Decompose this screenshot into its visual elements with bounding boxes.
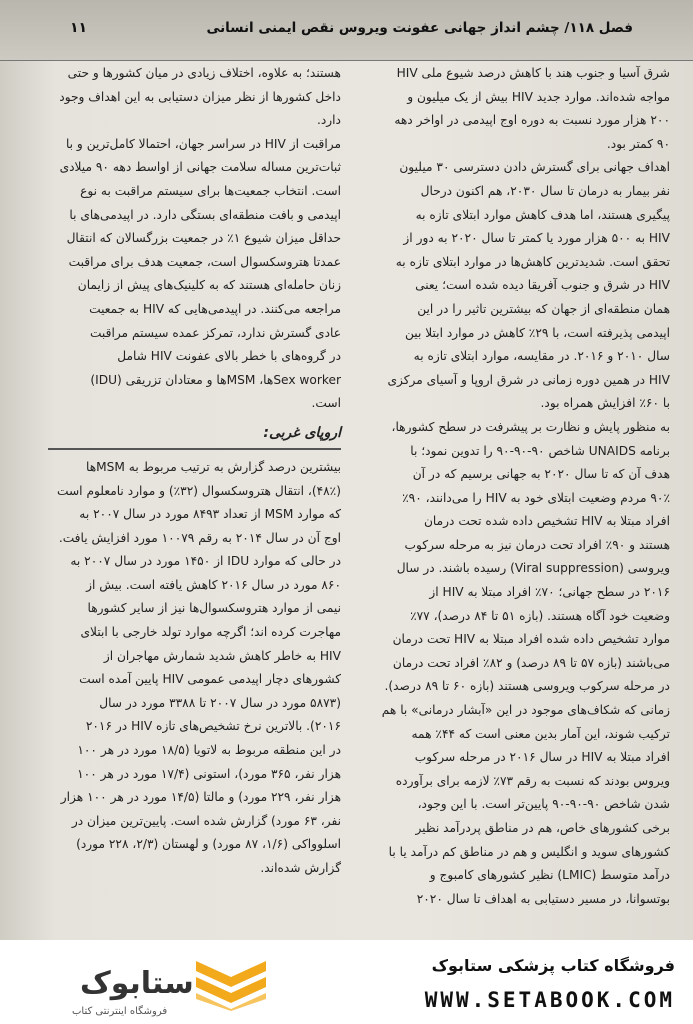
page-number: ۱۱: [70, 20, 88, 36]
text-line: (۴۸٪)، انتقال هتروسکسوال (۳۲٪) و موارد نامعلوم است: [57, 483, 341, 498]
text-line: HIV در همین دوره زمانی در شرق اروپا و آسیای مرکزی: [387, 372, 670, 387]
logo-subtitle: فروشگاه اینترنتی کتاب: [72, 1006, 168, 1017]
text-line: ۲۰۱۶). بالاترین نرخ تشخیص‌های تازه HIV در ۲۰۱۶: [85, 719, 341, 734]
text-line: هزار نفر، ۳۶۵ مورد)، استونی (۱۷/۴ مورد در هر ۱۰۰: [77, 766, 341, 781]
logo-wordmark: ستابوک: [80, 966, 194, 1001]
text-line: مهاجرت کرده اند؛ اگرچه موارد تولد خارجی با ابتلای: [80, 625, 341, 640]
text-line: ۹۰ کمتر بود.: [606, 136, 670, 151]
text-line: اپیدمی پذیرفته است، با ۲۹٪ کاهش در موارد ابتلا بین: [405, 325, 670, 340]
text-line: است. انتخاب جمعیت‌ها برای سیستم مراقبت به نوع: [80, 183, 341, 198]
text-line: وضعیت خود آگاه هستند. (بازه ۵۱ تا ۸۴ درصد)، ۷۷٪: [410, 608, 670, 623]
text-line: بیشترین درصد گزارش به ترتیب مربوط به MSMها: [85, 459, 341, 474]
store-logo[interactable]: [28, 950, 194, 1017]
text-line: کشورهای سوید و انگلیس و هم در مناطق کم درآمد یا با: [388, 844, 670, 859]
text-line: ۹۰٪ مردم وضعیت ابتلای خود به HIV را می‌دانند، ۹۰٪: [402, 490, 670, 505]
text-line: هستند و ۹۰٪ افراد تحت درمان نیز به مرحله سرکوب: [404, 537, 670, 552]
text-line: سال ۲۰۱۰ و ۲۰۱۶. در مقایسه، موارد ابتلای تازه به: [413, 349, 670, 364]
text-line: بوتسوانا، در مسیر دستیابی به اهداف تا سال ۲۰۲۰: [416, 891, 670, 906]
chapter-title: فصل ۱۱۸/ چشم انداز جهانی عفونت ویروس نقص ایمنی انسانی: [206, 20, 633, 36]
left-column: [48, 62, 341, 881]
text-line: پیگیری هستند، اما هدف کاهش موارد ابتلای تازه به: [415, 207, 670, 222]
text-line: هزار نفر، ۲۲۹ مورد) و مالتا (۱۴/۵ مورد در هر ۱۰۰ هزار: [60, 790, 341, 805]
text-line: نفر، ۶۳ مورد) گزارش شده است. پایین‌ترین میزان در: [71, 813, 341, 828]
text-line: در گروه‌های با خطر بالای عفونت HIV شامل: [117, 349, 341, 364]
store-url-link[interactable]: WWW.SETABOOK.COM: [424, 988, 675, 1012]
right-column: [352, 62, 670, 911]
text-line: اهداف جهانی برای گسترش دادن دسترسی ۳۰ میلیون: [399, 160, 670, 175]
text-line: که موارد MSM از تعداد ۸۴۹۳ مورد در سال ۲۰۰۷ به: [79, 507, 341, 522]
left-column-section-body: [48, 456, 341, 881]
text-line: مراجعه می‌کنند. در اپیدمی‌هایی که HIV به جمعیت: [89, 301, 341, 316]
text-line: برنامه UNAIDS شاخص ۹۰-۹۰-۹۰ را تدوین نمود؛ با: [410, 443, 670, 458]
text-line: با ۶۰٪ افزایش همراه بود.: [540, 396, 670, 411]
text-line: افراد مبتلا به HIV تشخیص داده شده تحت درمان: [423, 514, 670, 529]
store-footer: [0, 940, 693, 1024]
text-line: مواجه شده‌اند. موارد جدید HIV بیش از یک میلیون و: [407, 89, 670, 104]
text-line: درآمد متوسط (LMIC) نظیر کشورهای کامبوج و: [429, 868, 670, 883]
text-line: زمانی که شکاف‌های موجود در این «آبشار درمانی» با هم: [381, 703, 670, 718]
text-line: ویروسی (Viral suppression) رسیده باشند. در سال: [396, 561, 670, 576]
text-line: در حالی که موارد IDU از ۱۴۵۰ مورد در سال ۲۰۰۷ به: [70, 554, 341, 569]
text-line: دارد.: [316, 113, 341, 128]
text-line: ۲۰۰ هزار مورد نسبت به دوره اوج اپیدمی در اواخر دهه: [394, 113, 670, 128]
text-line: نیمی از موارد هتروسکسوال‌ها نیز از سایر کشورها: [87, 601, 341, 616]
text-line: اپیدمی و بافت منطقه‌ای بستگی دارد. در اپیدمی‌های با: [69, 207, 341, 222]
text-line: زنان حامله‌ای هستند که به کلینیک‌های پیش از زایمان: [77, 278, 341, 293]
text-line: گزارش شده‌اند.: [260, 861, 341, 875]
text-line: شدن شاخص ۹۰-۹۰-۹۰ پایین‌تر است. با این وجود،: [417, 797, 670, 812]
text-line: Sex workerها، MSMها و معتادان تزریقی (IDU): [90, 372, 341, 387]
text-line: هدف آن که تا سال ۲۰۲۰ به جهانی برسیم که در آن: [412, 467, 670, 482]
store-name: فروشگاه کتاب پزشکی ستابوک: [431, 956, 675, 975]
text-line: HIV به خاطر کاهش شدید شمارش مهاجران از: [103, 648, 341, 663]
page-header: [0, 0, 693, 61]
text-line: داخل کشورها از نظر میزان دستیابی به این اهداف وجود: [59, 89, 341, 104]
text-line: (۵۸۷۳ مورد در سال ۲۰۰۷ تا ۳۳۸۸ مورد در سال: [99, 695, 341, 710]
text-line: نفر بیمار به درمان تا سال ۲۰۳۰، هم اکنون درحال: [420, 183, 670, 198]
text-line: ترکیب شوند، این آمار بدین معنی است که ۴۴٪ همه: [411, 726, 670, 741]
text-line: است.: [311, 396, 341, 411]
left-column-intro: [48, 62, 341, 416]
text-line: ثبات‌ترین مساله سلامت جهانی از اواسط دهه ۹۰ میلادی: [59, 160, 341, 175]
text-line: تحقق است. شدیدترین کاهش‌ها در موارد ابتلای تازه به: [395, 254, 670, 269]
text-line: HIV در شرق و جنوب آفریقا دیده شده است؛ یعنی: [415, 278, 670, 293]
chevron-stack-icon: [196, 955, 266, 1011]
text-line: هستند؛ به علاوه، اختلاف زیادی در میان کشورها و حتی: [67, 66, 341, 80]
text-line: موارد تشخیص داده شده افراد مبتلا به HIV تحت درمان: [392, 632, 670, 647]
section-heading: اروپای غربی:: [263, 424, 341, 441]
text-line: افراد مبتلا به HIV در سال ۲۰۱۶ در مرحله سرکوب: [414, 750, 670, 765]
text-line: به منظور پایش و نظارت بر پیشرفت در سطح کشورها،: [391, 419, 670, 434]
text-line: همان منطقه‌ای از جهان که بیشترین تاثیر را در این: [417, 301, 670, 316]
text-line: حداقل میزان شیوع ۱٪ در جمعیت بزرگسالان که انتقال: [66, 231, 341, 246]
text-line: مراقبت از HIV در سراسر جهان، احتمالا کامل‌ترین و با: [65, 136, 341, 151]
text-line: ۲۰۱۶ در سطح جهانی؛ ۷۰٪ افراد مبتلا به HIV از: [429, 585, 670, 600]
text-line: اوج آن در سال ۲۰۱۴ به رقم ۱۰۰۷۹ مورد افزایش یافت.: [58, 530, 341, 545]
text-line: در مرحله سرکوب ویروسی هستند (بازه ۶۰ تا ۸۹ درصد).: [384, 679, 670, 694]
text-line: در این منطقه مربوط به لاتویا (۱۸/۵ مورد در هر ۱۰۰: [77, 743, 341, 758]
text-line: برخی کشورهای خاص، هم در مناطق پردرآمد نظیر: [415, 821, 670, 835]
text-line: می‌باشند (بازه ۵۷ تا ۸۹ درصد) و ۸۲٪ افراد تحت درمان: [392, 655, 670, 670]
text-line: کشورهای دچار اپیدمی عمومی HIV پایین آمده است: [79, 672, 341, 687]
text-line: ۸۶۰ مورد در سال ۲۰۱۶ کاهش یافته است. بیش از: [86, 577, 341, 592]
text-line: HIV به ۵۰۰ هزار مورد یا کمتر تا سال ۲۰۲۰ به دور از: [403, 231, 670, 246]
text-line: اسلوواکی (۱/۶، ۸۷ مورد) و لهستان (۲/۳، ۲۲۸ مورد): [76, 837, 341, 852]
section-divider: [48, 448, 341, 450]
text-line: عمدتا هتروسکسوال است، جمعیت هدف برای مراقبت: [68, 254, 341, 269]
text-line: عادی گسترش ندارد، تمرکز عمده سیستم مراقبت: [89, 325, 341, 340]
text-line: ویروس بودند که نسبت به رقم ۷۳٪ لازمه برای برآورده: [395, 773, 670, 788]
text-line: شرق آسیا و جنوب هند با کاهش درصد شیوع ملی HIV: [396, 66, 670, 80]
